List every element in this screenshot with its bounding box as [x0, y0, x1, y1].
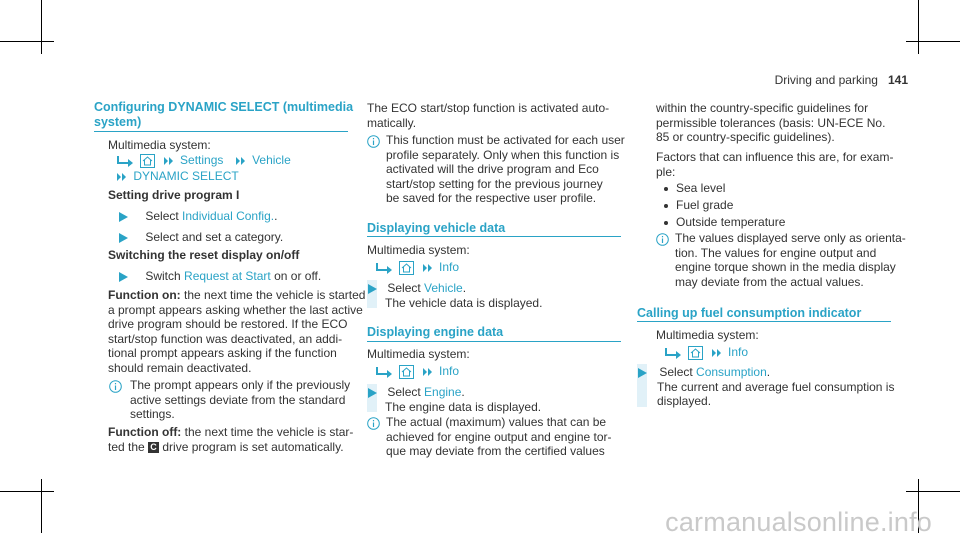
- section-title: [94, 100, 353, 130]
- text-line: engine torque shown in the media display: [675, 260, 896, 274]
- section-rule: [94, 131, 348, 132]
- crop-mark: [41, 0, 42, 54]
- nav-info[interactable]: Info: [439, 364, 460, 378]
- step-text: .: [274, 209, 278, 223]
- paragraph: [108, 288, 365, 375]
- step-text: Switch: [145, 269, 185, 283]
- nav-label: Multimedia system:: [367, 243, 470, 257]
- nav-vehicle[interactable]: Vehicle: [252, 153, 291, 167]
- step-text: Select: [145, 209, 183, 223]
- home-icon: [399, 261, 414, 275]
- section-title: Displaying engine data: [367, 325, 504, 339]
- link-individual-config[interactable]: Individual Config.: [182, 209, 275, 223]
- list-item-text: Fuel grade: [676, 198, 734, 212]
- text-line: Factors that can influence this are, for exam-: [656, 150, 894, 164]
- nav-path: [664, 345, 748, 360]
- note: [386, 415, 612, 459]
- step-text: .: [461, 385, 465, 399]
- text-line: profile separately. Only when this function is: [386, 147, 620, 162]
- section-title: Calling up fuel consumption indicator: [637, 306, 862, 320]
- link-request-at-start[interactable]: Request at Start: [184, 269, 271, 283]
- page-number: 141: [887, 73, 908, 87]
- path-arrow-icon: [116, 155, 134, 167]
- crop-mark: [918, 0, 919, 54]
- list-item-text: Outside temperature: [676, 215, 786, 229]
- step-text: Select: [387, 385, 425, 399]
- nav-path: [116, 153, 291, 168]
- path-arrow-icon: [664, 347, 682, 359]
- info-icon: [367, 135, 380, 148]
- action-triangle-icon: [368, 388, 377, 398]
- note: [130, 378, 350, 422]
- function-off-label: Function off:: [108, 425, 182, 439]
- step-text: Select: [387, 281, 425, 295]
- subheading: Setting drive program I: [108, 188, 240, 202]
- crop-mark: [0, 491, 54, 492]
- text-line: ple:: [656, 164, 676, 179]
- nav-path: [375, 364, 459, 379]
- step-text: .: [462, 281, 467, 295]
- paragraph: [656, 101, 885, 145]
- action-triangle-icon: [119, 272, 128, 282]
- text-line: should remain deactivated.: [108, 360, 252, 375]
- text-line: matically.: [367, 115, 417, 130]
- double-chevron-icon: [422, 263, 433, 273]
- crop-mark: [906, 41, 960, 42]
- text-line: 85 or country-specific guidelines).: [656, 130, 835, 144]
- step-result: The vehicle data is displayed.: [385, 295, 543, 310]
- home-icon: [399, 365, 414, 379]
- action-triangle-icon: [119, 233, 128, 243]
- link-engine[interactable]: Engine: [424, 385, 462, 399]
- function-on-label: Function on:: [108, 288, 181, 302]
- section-title: Displaying vehicle data: [367, 221, 506, 235]
- note: [386, 133, 625, 206]
- text-line: the next time the vehicle is started: [180, 288, 366, 302]
- nav-label: Multimedia system:: [656, 328, 759, 342]
- step: [637, 365, 894, 409]
- text-line: The values displayed serve only as orienta-: [675, 231, 906, 245]
- text-line: start/stop function was deactivated, an addi-: [108, 331, 343, 346]
- step-text: Select and set a category.: [145, 230, 284, 244]
- text-line: The prompt appears only if the previously: [130, 378, 351, 392]
- double-chevron-icon: [116, 172, 127, 182]
- step: [367, 281, 542, 310]
- info-icon: [109, 380, 122, 393]
- text-line: start/stop setting for the previous journey: [386, 176, 603, 191]
- title-line: system): [94, 115, 142, 129]
- text-line: The ECO start/stop function is activated auto-: [367, 101, 610, 115]
- nav-path-cont: [116, 169, 239, 184]
- text-line: drive program should be restored. If the ECO: [108, 317, 348, 331]
- nav-info[interactable]: Info: [439, 260, 460, 274]
- text-line: achieved for engine output and engine tor-: [386, 429, 612, 444]
- bullet-dot: [664, 204, 668, 208]
- paragraph: [656, 150, 893, 179]
- step: [367, 385, 541, 414]
- link-vehicle[interactable]: Vehicle: [424, 281, 463, 295]
- double-chevron-icon: [163, 156, 174, 166]
- comfort-c-icon: C: [148, 442, 159, 453]
- step-result: displayed.: [657, 394, 712, 408]
- list-item: [664, 198, 785, 215]
- text-line: activated will the drive program and Eco: [386, 162, 599, 176]
- info-icon: [656, 233, 669, 246]
- paragraph: [367, 101, 609, 130]
- text-line: drive program is set automatically.: [159, 439, 344, 454]
- text-line: tional prompt appears asking if the function: [108, 346, 337, 360]
- nav-label: Multimedia system:: [367, 347, 470, 361]
- note: [675, 231, 906, 289]
- bullet-dot: [664, 187, 668, 191]
- watermark: carmanualsonline.info: [665, 506, 932, 537]
- text-line: settings.: [130, 407, 175, 421]
- nav-dynamic-select[interactable]: DYNAMIC SELECT: [133, 169, 239, 183]
- paragraph: [108, 425, 353, 454]
- bullet-list: [664, 181, 785, 232]
- section-rule: [367, 341, 621, 342]
- link-consumption[interactable]: Consumption: [696, 365, 767, 379]
- text-line: active settings deviate from the standard: [130, 392, 346, 407]
- crop-mark: [0, 41, 54, 42]
- step-result: The engine data is displayed.: [385, 399, 542, 414]
- text-line: tion. The values for engine output and: [675, 245, 877, 260]
- step-result: The current and average fuel consumption is: [657, 379, 895, 394]
- text-line: may deviate from the actual values.: [675, 274, 864, 289]
- section-name: Driving and parking: [774, 73, 878, 87]
- step-text: .: [766, 365, 771, 379]
- text-line: permissible tolerances (basis: UN-ECE No.: [656, 115, 886, 130]
- step-text: Select: [659, 365, 697, 379]
- home-icon: [688, 346, 703, 360]
- step: [119, 269, 321, 284]
- list-item: [664, 215, 785, 232]
- text-line: ted the: [108, 439, 149, 454]
- section-rule: [367, 236, 621, 237]
- text-line: the next time the vehicle is star-: [181, 425, 354, 439]
- nav-label: Multimedia system:: [108, 138, 211, 152]
- text-line: be saved for the respective user profile.: [386, 191, 597, 205]
- page-header: [775, 73, 908, 88]
- action-triangle-icon: [368, 284, 377, 294]
- path-arrow-icon: [375, 262, 393, 274]
- text-line: a prompt appears asking whether the last active: [108, 302, 363, 317]
- section-rule: [637, 321, 891, 322]
- text-line: The actual (maximum) values that can be: [386, 415, 607, 429]
- double-chevron-icon: [711, 348, 722, 358]
- action-triangle-icon: [119, 212, 128, 222]
- crop-mark: [906, 491, 960, 492]
- nav-info[interactable]: Info: [728, 345, 749, 359]
- info-icon: [367, 417, 380, 430]
- list-item-text: Sea level: [676, 181, 726, 195]
- text-line: que may deviate from the certified values: [386, 444, 605, 458]
- step: [119, 209, 277, 224]
- home-icon: [140, 154, 155, 168]
- step: [119, 230, 283, 245]
- list-item: [664, 181, 785, 198]
- double-chevron-icon: [422, 367, 433, 377]
- title-line: Configuring DYNAMIC SELECT (multimedia: [94, 100, 354, 114]
- bullet-dot: [664, 221, 668, 225]
- nav-settings[interactable]: Settings: [180, 153, 224, 167]
- nav-path: [375, 260, 459, 275]
- path-arrow-icon: [375, 366, 393, 378]
- crop-mark: [41, 479, 42, 533]
- action-triangle-icon: [638, 368, 647, 378]
- text-line: This function must be activated for each user: [386, 133, 625, 147]
- subheading: Switching the reset display on/off: [108, 248, 300, 262]
- step-text: on or off.: [270, 269, 322, 283]
- text-line: within the country-specific guidelines for: [656, 101, 869, 115]
- double-chevron-icon: [235, 156, 246, 166]
